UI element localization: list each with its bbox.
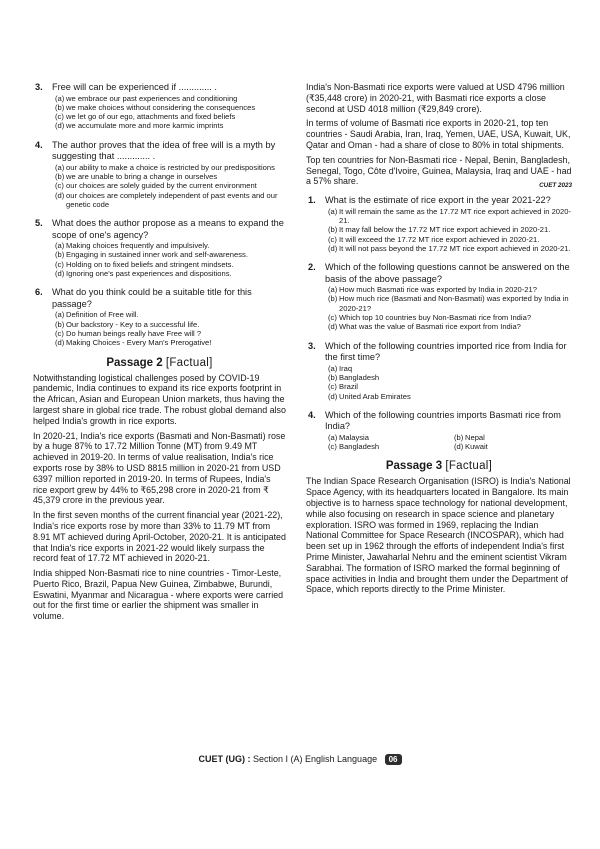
option-label: (c) [328, 382, 337, 392]
option-label: (d) [55, 190, 65, 200]
option-text: we embrace our past experiences and conditioning [66, 93, 238, 103]
option-label: (d) [55, 269, 65, 279]
answer-option [55, 191, 286, 210]
option-text: Brazil [339, 382, 358, 392]
option-label: (c) [55, 112, 64, 122]
option-text: What was the value of Basmati rice export from India? [339, 322, 521, 332]
option-text: It will exceed the 17.72 MT rice export achieved in 2020-21. [339, 234, 540, 244]
option-label: (b) [328, 294, 338, 304]
option-list [55, 241, 286, 278]
option-label: (c) [55, 328, 64, 338]
question-text: The author proves that the idea of free will is a myth by suggesting that ............. . [52, 139, 276, 162]
exam-year-tag: CUET 2023 [539, 182, 572, 190]
answer-option [55, 172, 286, 181]
answer-option [328, 364, 572, 373]
answer-option [328, 322, 572, 331]
passage-paragraph: India shipped Non-Basmati rice to nine countries - Timor-Leste, Puerto Rico, Brazil, Papua New Guinea, Zimbabwe, Burundi, Eswatini, Myanmar and Nicaragua - where exports were carried out for the first time or earlier the shipment was smaller in volume. [33, 568, 284, 622]
passage-tag: [Factual] [445, 460, 493, 473]
question-list-passage-2 [306, 195, 572, 401]
passage-2-body [33, 373, 286, 623]
question-text: Which of the following questions cannot be answered on the basis of the above passage? [325, 262, 570, 284]
passage-2-heading [33, 357, 286, 369]
question-number: 4. [308, 409, 316, 420]
question-number: 4. [35, 139, 43, 150]
answer-option [328, 442, 446, 451]
passage-paragraph: In terms of volume of Basmati rice exports in 2020-21, top ten countries - Saudi Arabia, Iran, Iraq, Yemen, UAE, USA, Kuwait, UK, Qatar and Oman - had a share of close to 80% in total shipments. [306, 118, 571, 150]
option-label: (b) [55, 171, 65, 181]
passage-paragraph: In the first seven months of the current financial year (2021-22), India's rice exports rose by more than 33% to 11.79 MT from 8.91 MT achieved during April-October, 2020-21. It is anticipated that India's rice exports in 2021-22 would likely surpass the record feat of 17.72 MT achieved in 2020-21. [33, 510, 286, 564]
passage-paragraph: India's Non-Basmati rice exports were valued at USD 4796 million (₹35,448 crore) in 2020-21, with Basmati rice exports a close second at USD 4018 million (₹29,849 crore). [306, 82, 565, 114]
footer-brand: CUET (UG) : [198, 754, 251, 764]
option-text: How much Basmati rice was exported by India in 2020-21? [339, 285, 537, 295]
option-grid [328, 433, 572, 452]
question-number: 5. [35, 218, 43, 229]
passage-3-paragraph: The Indian Space Research Organisation (ISRO) is India's National Space Agency, with its headquarters located in Bangalore. Its main objective is to harness space technology for national development, while also focusing on research in space science and planetary exploration. ISRO was formed in 1969, replacing the Indian National Committee for Space Research (INCOSPAR), which had been set up in 1962 through the efforts of independent India's first Prime Minister, Jawaharlal Nehru and the eminent scientist Vikram Sarabhai. The formation of ISRO marked the formal beginning of space activities in India and brought them under the Department of Space, which reports directly to the Prime Minister. [306, 476, 571, 595]
option-label: (a) [55, 162, 65, 172]
page-footer [0, 754, 600, 765]
option-list [55, 163, 286, 209]
passage-title: Passage 2 [106, 356, 163, 369]
passage-paragraph: In 2020-21, India's rice exports (Basmati and Non-Basmati) rose by a huge 87% to 17.72 Million Tonne (MT) from 9.49 MT achieved in 2019-20. In terms of value realisation, India's rice exports rose by 38% to USD 8815 million in 2020-21 from USD 6397 million reported in 2019-20. In terms of Rupees, India's rice export grew by 44% to ₹65,298 crore in 2020-21 from ₹ 45,379 crore in the previous year. [33, 430, 286, 506]
option-text: It will remain the same as the 17.72 MT rice export achieved in 2020-21. [339, 206, 572, 225]
passage-paragraph: Notwithstanding logistical challenges posed by COVID-19 pandemic, India continues to expand its rice exports footprint in the African, Asian and European Union markets, thus having the largest share in global rice trade. The robust global demand also helped India's growth in rice exports. [33, 372, 286, 426]
option-label: (b) [55, 250, 65, 260]
option-text: Malaysia [339, 432, 369, 442]
question-number: 1. [308, 195, 316, 206]
option-text: our ability to make a choice is restricted by our predispositions [66, 162, 275, 172]
option-text: we let go of our ego, attachments and fixed beliefs [66, 112, 236, 122]
option-label: (b) [328, 225, 338, 235]
answer-option [328, 392, 572, 401]
option-text: Making Choices - Every Man's Prerogative! [66, 338, 212, 348]
question-text: Which of the following countries imports Basmati rice from India? [325, 409, 561, 432]
answer-option [328, 244, 572, 253]
option-label: (d) [454, 442, 464, 452]
answer-option [328, 235, 572, 244]
option-label: (d) [55, 338, 65, 348]
option-label: (a) [55, 93, 65, 103]
question-number: 3. [308, 340, 316, 351]
question-number: 3. [35, 82, 43, 92]
option-label: (b) [55, 319, 65, 329]
question-text: Which of the following countries imported rice from India for the first time? [325, 340, 567, 363]
option-text: Nepal [465, 432, 485, 442]
answer-option [328, 373, 572, 382]
passage-title: Passage 3 [385, 460, 443, 473]
answer-option [55, 121, 286, 130]
option-text: we are unable to bring a change in ourselves [66, 171, 218, 181]
option-label: (b) [328, 372, 338, 382]
passage-tag: [Factual] [165, 356, 213, 369]
footer-section: Section I (A) English Language [253, 754, 378, 764]
option-label: (a) [328, 206, 338, 216]
question-text: Free will can be experienced if ............. . [52, 82, 217, 92]
option-label: (d) [328, 243, 338, 253]
option-text: Bangladesh [339, 442, 380, 452]
option-text: It may fall below the 17.72 MT rice export achieved in 2020-21. [339, 225, 551, 235]
question [33, 287, 286, 347]
answer-option [328, 294, 572, 313]
answer-option [328, 382, 572, 391]
answer-option [55, 260, 286, 269]
left-column [33, 82, 286, 626]
option-label: (c) [328, 442, 337, 452]
page-number-badge: 06 [385, 754, 402, 765]
answer-option [328, 207, 572, 226]
option-list [55, 310, 286, 347]
option-label: (a) [55, 310, 65, 320]
option-list [328, 364, 572, 401]
answer-option [55, 310, 286, 319]
question [306, 262, 572, 331]
question [306, 341, 572, 401]
question [33, 140, 286, 209]
option-list [328, 207, 572, 253]
answer-option [55, 338, 286, 347]
option-label: (a) [328, 432, 338, 442]
question [306, 410, 572, 452]
question-text: What do you think could be a suitable title for this passage? [52, 287, 252, 309]
option-text: It will not pass beyond the 17.72 MT rice export achieved in 2020-21. [339, 243, 571, 253]
answer-option [55, 112, 286, 121]
question [306, 195, 572, 253]
answer-option [55, 269, 286, 278]
answer-option [328, 225, 572, 234]
question [33, 218, 286, 278]
option-label: (a) [55, 241, 65, 251]
passage-3-heading [306, 460, 572, 472]
option-label: (d) [328, 322, 338, 332]
question [33, 82, 286, 131]
option-text: Our backstory - Key to a successful life. [66, 319, 200, 329]
option-text: Definition of Free will. [66, 310, 139, 320]
option-text: Kuwait [465, 442, 488, 452]
option-text: our choices are solely guided by the current environment [66, 181, 257, 191]
question-text: What is the estimate of rice export in the year 2021-22? [325, 195, 551, 206]
option-text: Which top 10 countries buy Non-Basmati rice from India? [339, 313, 532, 323]
option-label: (b) [55, 102, 65, 112]
answer-option [55, 181, 286, 190]
answer-option [55, 94, 286, 103]
option-label: (c) [328, 234, 337, 244]
option-label: (c) [55, 259, 64, 269]
question-list-top [33, 82, 286, 348]
passage-paragraph: Top ten countries for Non-Basmati rice - Nepal, Benin, Bangladesh, Senegal, Togo, Côte d'Ivoire, Guinea, Malaysia, Iraq and UAE - had a 57% share. [306, 154, 572, 187]
answer-option [454, 433, 572, 442]
answer-option [55, 250, 286, 259]
option-text: our choices are completely independent of past events and our genetic code [66, 190, 278, 209]
option-label: (c) [328, 313, 337, 323]
answer-option [55, 163, 286, 172]
option-text: Holding on to fixed beliefs and stringent mindsets. [66, 259, 234, 269]
option-text: Do human beings really have Free will ? [66, 328, 202, 338]
answer-option [454, 442, 572, 451]
option-label: (a) [328, 285, 338, 295]
answer-option [328, 285, 572, 294]
option-list [55, 94, 286, 131]
right-column [306, 82, 572, 599]
option-list [328, 285, 572, 331]
option-label: (b) [454, 432, 464, 442]
passage-2-continued [306, 82, 572, 190]
answer-option [55, 103, 286, 112]
answer-option [328, 313, 572, 322]
answer-option [55, 320, 286, 329]
option-text: we accumulate more and more karmic imprints [66, 121, 224, 131]
option-text: Bangladesh [339, 372, 380, 382]
option-text: How much rice (Basmati and Non-Basmati) was exported by India in 2020-21? [339, 294, 569, 313]
option-label: (d) [328, 391, 338, 401]
option-label: (a) [328, 363, 338, 373]
option-text: Ignoring one's past experiences and dispositions. [66, 269, 232, 279]
option-text: Iraq [339, 363, 353, 373]
option-text: we make choices without considering the consequences [66, 102, 256, 112]
question-number: 6. [35, 287, 43, 298]
question-text: What does the author propose as a means to expand the scope of one's agency? [52, 218, 284, 240]
answer-option [55, 241, 286, 250]
answer-option [328, 433, 446, 442]
answer-option [55, 329, 286, 338]
option-label: (d) [55, 121, 65, 131]
option-text: Making choices frequently and impulsively. [66, 241, 210, 251]
option-label: (c) [55, 181, 64, 191]
option-text: Engaging in sustained inner work and self-awareness. [66, 250, 248, 260]
option-text: United Arab Emirates [339, 391, 411, 401]
question-number: 2. [308, 262, 316, 273]
